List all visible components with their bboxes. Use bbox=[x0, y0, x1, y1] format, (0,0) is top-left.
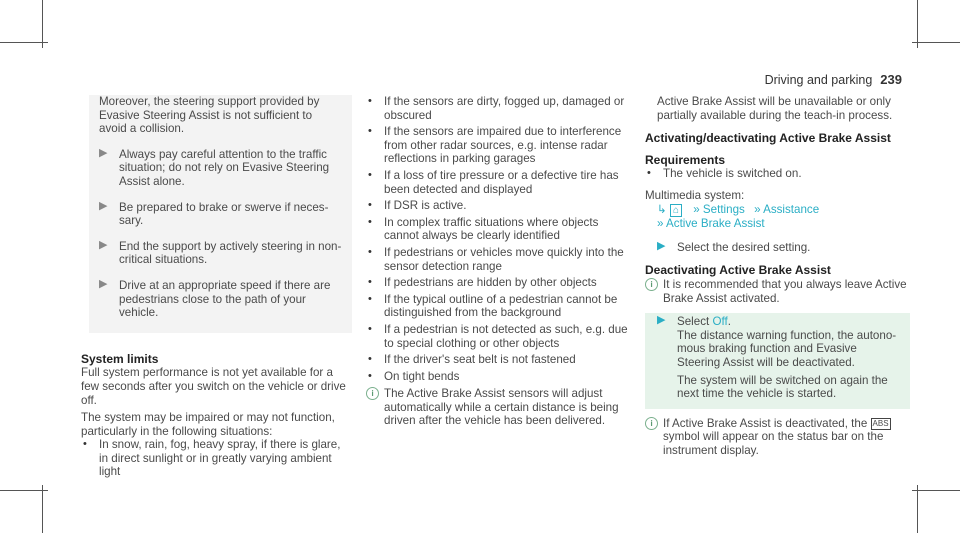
limits-paragraph: The system may be impaired or may not function, particularly in the following situations: bbox=[81, 411, 335, 438]
crop-mark bbox=[0, 42, 48, 43]
teach-in-text: Active Brake Assist will be unavailable or only partially available during the teach-in process. bbox=[657, 95, 893, 122]
path-assistance[interactable]: Assistance bbox=[763, 202, 820, 216]
list-item: • If the sensors are impaired due to interference from other radar sources, e.g. intense radar reflections in parking garages bbox=[368, 125, 622, 166]
crop-mark bbox=[0, 490, 48, 491]
info-note: i If Active Brake Assist is deactivated, the ABS symbol will appear on the status bar on the instrument display. bbox=[645, 417, 910, 458]
limits-paragraph: Full system performance is not yet available for a few seconds after you switch on the vehicle or drive off. bbox=[81, 366, 346, 407]
option-off[interactable]: Off bbox=[712, 315, 728, 329]
requirements-heading: Requirements bbox=[645, 152, 726, 167]
page-number: 239 bbox=[880, 72, 902, 87]
list-item: • On tight bends bbox=[368, 369, 460, 383]
crop-mark bbox=[912, 490, 960, 491]
warning-step: ▶ End the support by actively steering in non-critical situations. bbox=[99, 238, 342, 267]
return-arrow-icon: ↳ bbox=[657, 202, 667, 216]
list-item: • In snow, rain, fog, heavy spray, if there is glare, in direct sunlight or in greatly varying ambient light bbox=[83, 438, 341, 479]
list-item: • If DSR is active. bbox=[368, 199, 467, 213]
warning-step: ▶ Be prepared to brake or swerve if neces-sary. bbox=[99, 199, 329, 228]
info-icon: i bbox=[645, 278, 658, 291]
info-note: i The Active Brake Assist sensors will adjust automatically while a certain distance is being driven after the vehicle has been delivered. bbox=[366, 387, 630, 428]
info-icon: i bbox=[645, 417, 658, 430]
step-arrow-icon: ▶ bbox=[99, 238, 108, 251]
warning-step: ▶ Always pay careful attention to the traffic situation; do not rely on Evasive Steering Assist alone. bbox=[99, 146, 330, 188]
deactivation-heading: Deactivating Active Brake Assist bbox=[645, 263, 831, 278]
list-item: • If the sensors are dirty, fogged up, damaged or obscured bbox=[368, 95, 625, 122]
column-2 bbox=[366, 95, 630, 428]
activation-heading: Activating/deactivating Active Brake Assist bbox=[645, 131, 891, 146]
crop-mark bbox=[917, 0, 918, 48]
list-item: • If pedestrians are hidden by other objects bbox=[368, 276, 597, 290]
path-settings[interactable]: Settings bbox=[702, 202, 745, 216]
deactivate-box bbox=[645, 313, 910, 409]
menu-path bbox=[645, 203, 910, 231]
warning-intro: Moreover, the steering support provided by Evasive Steering Assist is not sufficient to avoid a collision. bbox=[99, 95, 320, 136]
list-item: • If a loss of tire pressure or a defective tire has been detected and displayed bbox=[368, 168, 619, 196]
multimedia-label: Multimedia system: bbox=[645, 188, 745, 202]
chevron-right-icon: » bbox=[754, 202, 761, 216]
brake-assist-symbol-icon: ABS bbox=[872, 418, 889, 428]
list-item: • If the driver's seat belt is not fastened bbox=[368, 353, 576, 367]
list-item: • In complex traffic situations where objects cannot always be clearly identified bbox=[368, 215, 599, 243]
crop-mark bbox=[917, 485, 918, 533]
list-item: • If a pedestrian is not detected as such, e.g. due to special clothing or other objects bbox=[368, 322, 628, 350]
step-arrow-icon: ▶ bbox=[99, 146, 108, 159]
limits-heading: System limits bbox=[81, 351, 159, 366]
list-item: • If the typical outline of a pedestrian cannot be distinguished from the background bbox=[368, 292, 618, 320]
list-item: • If pedestrians or vehicles move quickly into the sensor detection range bbox=[368, 245, 624, 273]
warning-step: ▶ Drive at an appropriate speed if there are pedestrians close to the path of your vehicle. bbox=[99, 277, 331, 320]
warning-box bbox=[89, 95, 352, 333]
step-arrow-icon: ▶ bbox=[99, 199, 108, 212]
page-header bbox=[765, 72, 902, 87]
crop-mark bbox=[42, 0, 43, 48]
column-1 bbox=[81, 95, 349, 482]
info-note: i It is recommended that you always leave Active Brake Assist activated. bbox=[645, 278, 910, 305]
chevron-right-icon: » bbox=[657, 217, 664, 231]
crop-mark bbox=[912, 42, 960, 43]
section-title: Driving and parking bbox=[764, 73, 873, 87]
home-icon: ⌂ bbox=[670, 204, 682, 217]
crop-mark bbox=[42, 485, 43, 533]
action-step: ▶ Select Off. The distance warning function, the autono-mous braking function and Evasive Steering Assist will be deactivated. bbox=[657, 314, 897, 369]
step-arrow-icon: ▶ bbox=[99, 277, 108, 290]
info-icon: i bbox=[366, 387, 379, 400]
path-active-brake-assist[interactable]: Active Brake Assist bbox=[666, 217, 765, 231]
restart-text: The system will be switched on again the next time the vehicle is started. bbox=[677, 373, 888, 401]
chevron-right-icon: » bbox=[693, 202, 700, 216]
action-step: ▶ Select the desired setting. bbox=[657, 239, 811, 254]
list-item: • The vehicle is switched on. bbox=[647, 167, 802, 181]
column-3 bbox=[645, 95, 910, 457]
